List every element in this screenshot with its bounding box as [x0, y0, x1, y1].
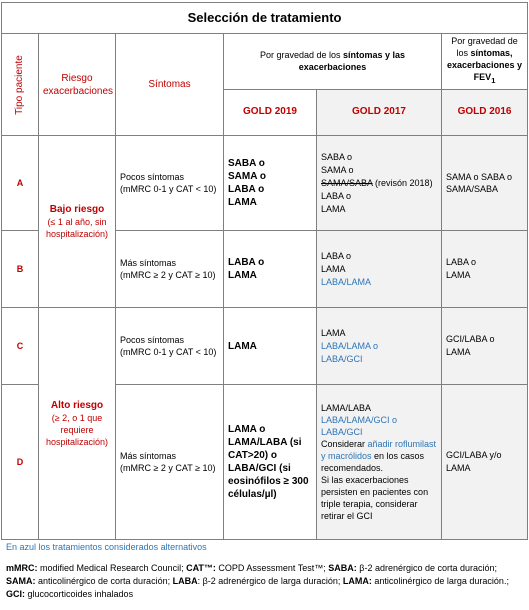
gold2016-cell: GCI/LABA o LAMA [442, 308, 528, 385]
gravedad-header: Por gravedad de los síntomas y las exacerbaciones [224, 34, 442, 90]
gold2019-cell: LAMA o LAMA/LABA (si CAT>20) o LABA/GCI (si eosinófilos ≥ 300 células/µl) [224, 385, 317, 540]
gold2016-cell: SAMA o SABA o SAMA/SABA [442, 136, 528, 231]
sintomas-header: Síntomas [116, 34, 224, 136]
tipo-label: C [2, 308, 39, 385]
gold2016-cell: GCI/LABA y/o LAMA [442, 385, 528, 540]
riesgo-header: Riesgo exacerbaciones [39, 34, 116, 136]
alternatives-note: En azul los tratamientos considerados alternativos [6, 542, 207, 552]
tipo-label: B [2, 231, 39, 308]
table-row [2, 308, 528, 385]
gold2019-cell: LAMA [224, 308, 317, 385]
gold2017-cell: LABA o LAMA LABA/LAMA [317, 231, 442, 308]
sintomas-cell: Pocos síntomas (mMRC 0-1 y CAT < 10) [116, 308, 224, 385]
tipo-label: D [2, 385, 39, 540]
gold-2016-header: GOLD 2016 [442, 89, 528, 135]
gold2017-cell: LAMA LABA/LAMA o LABA/GCI [317, 308, 442, 385]
gold2017-cell: SABA o SAMA o SAMA/SABA (revisón 2018) LABA o LAMA [317, 136, 442, 231]
gravedad-2016-header: Por gravedad de los síntomas, exacerbaciones y $FEV_1$ [442, 34, 528, 90]
abbreviations-note: mMRC: modified Medical Research Council; CAT™: COPD Assessment Test™; SABA: β-2 adrenérgico de corta duración; SAMA: anticolinérgico de corta duración; LABA: β-2 adrenérgico de larga duración; LAMA: anticolinérgico de larga duración.; GCI: glucocorticoides inhalados [6, 563, 509, 599]
gold2019-cell: SABA o SAMA o LABA o LAMA [224, 136, 317, 231]
treatment-table [1, 2, 528, 540]
sintomas-cell: Pocos síntomas (mMRC 0-1 y CAT < 10) [116, 136, 224, 231]
tipo-paciente-header: Tipo paciente [2, 34, 39, 136]
tipo-label: A [2, 136, 39, 231]
table-title: Selección de tratamiento [2, 3, 528, 34]
sintomas-cell: Más síntomas (mMRC ≥ 2 y CAT ≥ 10) [116, 231, 224, 308]
table-row [2, 136, 528, 231]
gold2019-cell: LABA o LAMA [224, 231, 317, 308]
sintomas-cell: Más síntomas (mMRC ≥ 2 y CAT ≥ 10) [116, 385, 224, 540]
riesgo-alto: Alto riesgo (≥ 2, o 1 que requiere hospitalización) [39, 308, 116, 540]
gold-2019-header: GOLD 2019 [224, 89, 317, 135]
gold-2017-header: GOLD 2017 [317, 89, 442, 135]
gold2017-cell: LAMA/LABA LABA/LAMA/GCI o LABA/GCI Considerar añadir roflumilast y macrólidos en los casos recomendados. Si las exacerbaciones persisten en pacientes con triple terapia, considerar retirar el GCI [317, 385, 442, 540]
riesgo-bajo: Bajo riesgo (≤ 1 al año, sin hospitalización) [39, 136, 116, 308]
gold2016-cell: LABA o LAMA [442, 231, 528, 308]
